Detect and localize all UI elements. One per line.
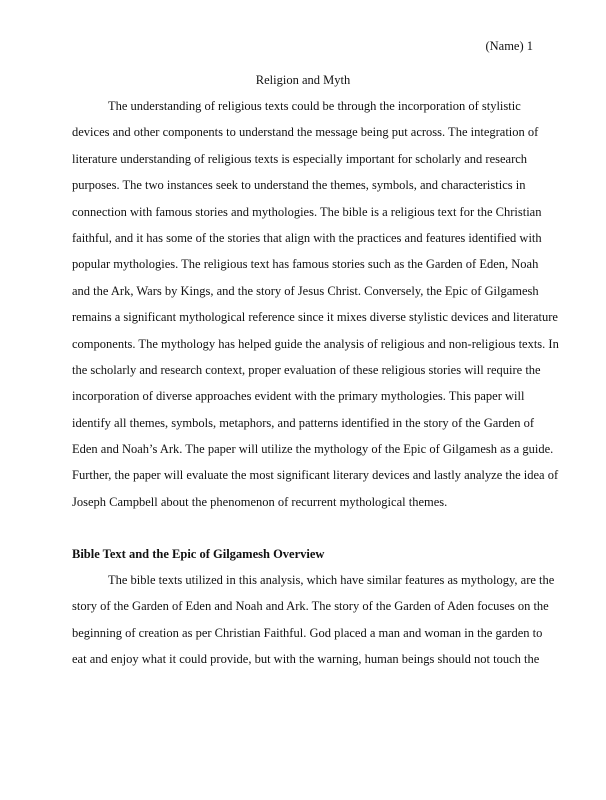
paragraph-line: beginning of creation as per Christian Faithful. God placed a man and woman in the garden to — [72, 625, 543, 640]
paragraph-line: connection with famous stories and mythologies. The bible is a religious text for the Christian — [72, 204, 542, 219]
paragraph-line: popular mythologies. The religious text has famous stories such as the Garden of Eden, Noah — [72, 257, 539, 272]
paragraph-line: The understanding of religious texts could be through the incorporation of stylistic — [108, 99, 521, 113]
paragraph-line: remains a significant mythological reference since it mixes diverse stylistic devices and literature — [72, 310, 558, 325]
page-header-label: (Name) 1 — [485, 39, 533, 53]
paragraph-line: devices and other components to understand the message being put across. The integration of — [72, 125, 539, 140]
paragraph-line: Eden and Noah’s Ark. The paper will utilize the mythology of the Epic of Gilgamesh as a guide. — [72, 442, 554, 457]
paragraph-line: Joseph Campbell about the phenomenon of recurrent mythological themes. — [72, 494, 448, 509]
paragraph-line: the scholarly and research context, proper evaluation of these religious stories will require the — [72, 362, 541, 377]
paragraph-line: The bible texts utilized in this analysis, which have similar features as mythology, are the — [108, 573, 555, 587]
paragraph-line: components. The mythology has helped guide the analysis of religious and non-religious texts. In — [72, 336, 559, 351]
paragraph-line: and the Ark, Wars by Kings, and the story of Jesus Christ. Conversely, the Epic of Gilgamesh — [72, 283, 539, 298]
section-heading: Bible Text and the Epic of Gilgamesh Overview — [72, 547, 325, 561]
paragraph-line: literature understanding of religious texts is especially important for scholarly and research — [72, 151, 528, 166]
document-title: Religion and Myth — [255, 73, 351, 87]
paragraph-line: story of the Garden of Eden and Noah and Ark. The story of the Garden of Aden focuses on the — [72, 599, 549, 614]
paragraph-line: purposes. The two instances seek to understand the themes, symbols, and characteristics in — [72, 178, 526, 193]
paragraph-line: Further, the paper will evaluate the most significant literary devices and lastly analyze the idea of — [72, 468, 559, 483]
paragraph-line: incorporation of diverse approaches evident with the primary mythologies. This paper will — [72, 389, 525, 404]
paragraph-introduction — [72, 93, 559, 515]
paragraph-overview — [72, 567, 555, 673]
paragraph-line: identify all themes, symbols, metaphors, and patterns identified in the story of the Garden of — [72, 415, 535, 430]
paragraph-line: faithful, and it has some of the stories that align with the practices and features identified with — [72, 230, 542, 245]
paragraph-line: eat and enjoy what it could provide, but with the warning, human beings should not touch the — [72, 652, 540, 667]
